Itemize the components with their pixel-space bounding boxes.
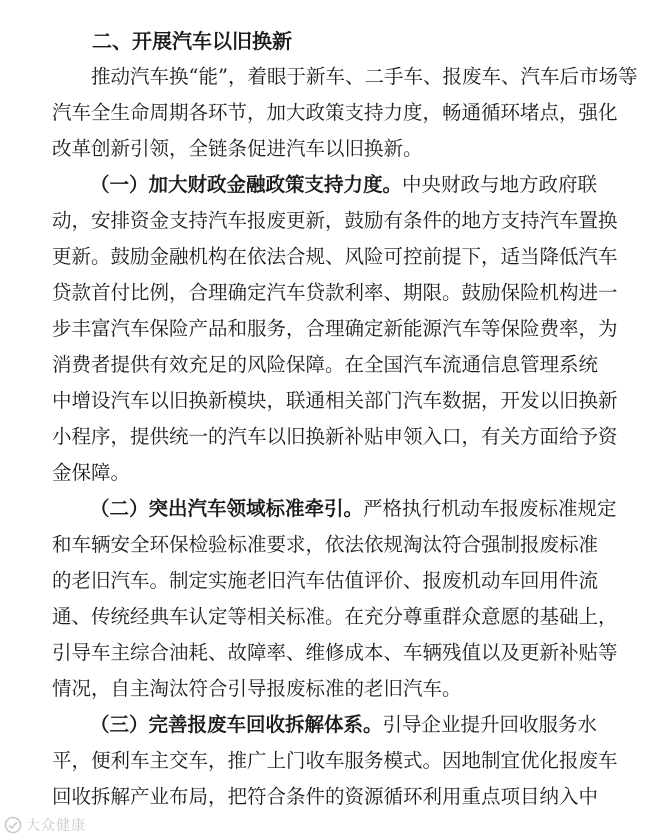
- watermark-text: 大众健康: [26, 818, 86, 834]
- subsection-1-title: （一）加大财政金融政策支持力度。: [90, 173, 403, 196]
- body-line: 引导车主综合油耗、故障率、维修成本、车辆残值以及更新补贴等: [52, 641, 618, 664]
- intro-line: 改革创新引领，全链条促进汽车以旧换新。: [52, 137, 423, 160]
- subsection-2-title: （二）突出汽车领域标准牵引。: [90, 497, 364, 520]
- body-line: 金保障。: [52, 461, 131, 484]
- body-line: 动，安排资金支持汽车报废更新，鼓励有条件的地方支持汽车置换: [52, 209, 618, 232]
- body-line: 小程序，提供统一的汽车以旧换新补贴申领入口，有关方面给予资: [52, 425, 618, 448]
- body-line: 贷款首付比例，合理确定汽车贷款利率、期限。鼓励保险机构进一: [52, 281, 618, 304]
- subsection-2-first-line: [0, 495, 650, 523]
- subsection-2-first-line-text: 严格执行机动车报废标准规定: [363, 497, 617, 520]
- subsection-3-first-line-text: 引导企业提升回收服务水: [382, 713, 598, 736]
- body-line: 通、传统经典车认定等相关标准。在充分尊重群众意愿的基础上，: [52, 605, 618, 628]
- subsection-3-first-line: [0, 711, 650, 739]
- intro-line: 推动汽车换“能”，着眼于新车、二手车、报废车、汽车后市场等: [91, 65, 638, 88]
- body-line: 的老旧汽车。制定实施老旧汽车估值评价、报废机动车回用件流: [52, 569, 599, 592]
- body-line: 情况，自主淘汰符合引导报废标准的老旧汽车。: [52, 677, 462, 700]
- body-line: 回收拆解产业布局，把符合条件的资源循环利用重点项目纳入中: [52, 785, 599, 808]
- body-line: 步丰富汽车保险产品和服务，合理确定新能源汽车等保险费率，为: [52, 317, 618, 340]
- intro-line: 汽车全生命周期各环节，加大政策支持力度，畅通循环堵点，强化: [52, 101, 618, 124]
- body-line: 和车辆安全环保检验标准要求，依法依规淘汰符合强制报废标准: [52, 533, 599, 556]
- subsection-3-title: （三）完善报废车回收拆解体系。: [90, 713, 383, 736]
- watermark-logo-icon: [4, 816, 22, 834]
- body-line: 中增设汽车以旧换新模块，联通相关部门汽车数据，开发以旧换新: [52, 389, 618, 412]
- subsection-1-first-line-text: 中央财政与地方政府联: [402, 173, 598, 196]
- watermark: [4, 814, 86, 836]
- section-heading: 二、开展汽车以旧换新: [92, 29, 292, 53]
- body-line: 更新。鼓励金融机构在依法合规、风险可控前提下，适当降低汽车: [52, 245, 618, 268]
- subsection-1-first-line: [0, 171, 650, 199]
- body-line: 消费者提供有效充足的风险保障。在全国汽车流通信息管理系统: [52, 353, 599, 376]
- body-line: 平，便利车主交车，推广上门收车服务模式。因地制宜优化报废车: [52, 749, 618, 772]
